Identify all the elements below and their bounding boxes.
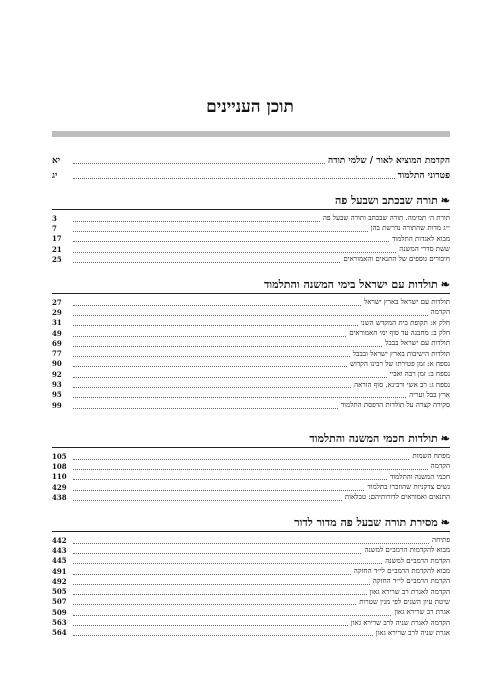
entry-label: מבוא לאגדות התלמוד <box>391 234 450 243</box>
dot-leader <box>73 305 361 306</box>
entry-label: התנאים ואמוראים לדורותיהם: טבלאות <box>344 493 450 502</box>
entry-label: י״ג מדות שהתורה נדרשת בהן <box>370 224 450 233</box>
toc-entry[interactable] <box>52 628 450 638</box>
entry-label: נספח ב: זמן רבה ואביי <box>389 370 450 379</box>
entry-page: 507 <box>52 597 67 607</box>
entry-label: חיבורים נוספים של התנאים והאמוראים <box>343 255 450 264</box>
toc-entry[interactable] <box>52 297 450 307</box>
dot-leader <box>73 543 429 544</box>
entry-page: 49 <box>52 328 62 338</box>
toc-entry[interactable] <box>52 328 450 338</box>
entry-page: 27 <box>52 297 62 307</box>
entry-page: 105 <box>52 451 67 461</box>
toc-entry[interactable] <box>52 545 450 555</box>
toc-entry[interactable] <box>52 535 450 545</box>
entry-label: תולדות הישיבות בארץ ישראל ובבבל <box>352 349 450 358</box>
dot-leader <box>73 346 382 347</box>
page-title: תוכן העניינים <box>206 97 294 117</box>
entry-label: חלק ב: מחבנה עד סוף ימי האמוראים <box>349 329 450 338</box>
entry-page: 25 <box>52 254 62 264</box>
entry-page: 31 <box>52 318 62 328</box>
toc-entry[interactable] <box>52 369 450 379</box>
entry-page: 77 <box>52 349 62 359</box>
entry-label: הקדמת הרמב״ם למשנה <box>385 556 450 565</box>
dot-leader <box>73 336 346 337</box>
toc-entry[interactable] <box>52 307 450 317</box>
toc-section <box>52 513 450 638</box>
dot-leader <box>73 387 351 388</box>
section-title: תולדות עם ישראל בימי המשנה והתלמוד <box>264 277 438 291</box>
toc-section <box>52 429 450 502</box>
toc-entry[interactable] <box>52 318 450 328</box>
toc-entry[interactable] <box>52 566 450 576</box>
entry-label: מפתח השמות <box>412 452 450 461</box>
dot-leader <box>73 366 347 367</box>
entry-label: מבוא להקדמות הרמב״ם למשנה <box>364 546 450 555</box>
toc-entry[interactable] <box>52 359 450 369</box>
dot-leader <box>73 459 409 460</box>
entry-label: תולדות עם ישראל בארץ ישראל <box>363 298 450 307</box>
section-entries <box>52 213 450 264</box>
entry-page: 17 <box>52 234 62 244</box>
dot-leader <box>73 231 368 232</box>
dot-leader <box>73 574 351 575</box>
dot-leader <box>73 615 391 616</box>
dot-leader <box>73 325 358 326</box>
toc-entry[interactable] <box>52 607 450 617</box>
toc-entry[interactable] <box>52 400 450 410</box>
dot-leader <box>73 178 395 179</box>
toc-entry[interactable] <box>52 390 450 400</box>
toc-entry[interactable] <box>52 597 450 607</box>
toc-entry[interactable] <box>52 576 450 586</box>
entry-label: מבוא להקדמת הרמב״ם לי״ד החזקה <box>353 567 450 576</box>
dot-leader <box>73 604 356 605</box>
entry-label: חלק א: תקופת בית המקדש השני <box>360 318 450 327</box>
entry-label: שיטת עיון השנים לפי מנין שטרות <box>359 597 450 606</box>
entry-page: 445 <box>52 556 67 566</box>
toc-entry[interactable] <box>52 338 450 348</box>
section-title: תורה שבכתב ושבעל פה <box>334 193 438 207</box>
dot-leader <box>73 553 361 554</box>
toc-entry[interactable] <box>52 472 450 482</box>
toc-entry[interactable] <box>52 451 450 461</box>
entry-page: 3 <box>52 213 57 223</box>
entry-page: 110 <box>52 472 67 482</box>
entry-label: הקדמת הרמב״ם לי״ד החזקה <box>372 577 450 586</box>
dot-leader <box>73 241 389 242</box>
section-title: מסירת תורה שבעל פה מדור לדור <box>294 515 438 529</box>
entry-label: אגרת רב שרירא גאון <box>394 608 450 617</box>
toc-entry[interactable] <box>52 153 450 168</box>
title-divider <box>52 131 450 137</box>
entry-label: הקדמת המוציא לאור / שלמי תודה <box>327 156 450 166</box>
entry-label: תורת ה׳ תמימה. תורה שבכתב ותורה שבעל פה <box>322 214 450 223</box>
toc-entry[interactable] <box>52 617 450 627</box>
dot-leader <box>73 635 373 636</box>
toc-entry[interactable] <box>52 348 450 358</box>
fleuron-icon: ❧ <box>440 515 450 529</box>
toc-entry[interactable] <box>52 168 450 183</box>
toc-entry[interactable] <box>52 492 450 502</box>
section-title: תולדות חכמי המשנה והתלמוד <box>309 431 438 445</box>
fleuron-icon: ❧ <box>440 277 450 291</box>
entry-page: 442 <box>52 535 67 545</box>
entry-page: יא <box>52 156 61 166</box>
toc-entry[interactable] <box>52 254 450 264</box>
toc-entry[interactable] <box>52 244 450 254</box>
entry-page: 492 <box>52 576 67 586</box>
section-heading[interactable] <box>52 191 450 210</box>
dot-leader <box>73 479 387 480</box>
dot-leader <box>73 625 348 626</box>
entry-page: 95 <box>52 390 62 400</box>
toc-section <box>52 191 450 264</box>
toc-entry[interactable] <box>52 461 450 471</box>
entry-page: 29 <box>52 307 62 317</box>
toc-entry[interactable] <box>52 213 450 223</box>
entry-label: סקירה קצרה על תולדות הדפסת התלמוד <box>340 401 450 410</box>
toc-section <box>52 275 450 410</box>
entry-page: 99 <box>52 400 62 410</box>
entry-page: 509 <box>52 607 67 617</box>
entry-page: 491 <box>52 566 67 576</box>
entry-page: 93 <box>52 380 62 390</box>
dot-leader <box>73 377 387 378</box>
entry-label: נשים צדקניות שהוזכרו בתלמוד <box>367 483 450 492</box>
entry-label: הקדמה <box>430 308 450 317</box>
dot-leader <box>73 163 325 164</box>
entry-label: הקדמה <box>430 462 450 471</box>
entry-label: חכמי המשנה והתלמוד <box>389 472 450 481</box>
entry-page: 443 <box>52 545 67 555</box>
dot-leader <box>73 490 364 491</box>
toc-entry[interactable] <box>52 482 450 492</box>
entry-page: יג <box>52 171 58 181</box>
entry-label: נספח ג: רב אשי ורבינא, סוף הוראה <box>354 380 450 389</box>
entry-page: 92 <box>52 369 62 379</box>
dot-leader <box>73 252 396 253</box>
entry-label: אגרת שניה לרב שרירא גאון <box>375 628 450 637</box>
entry-page: 429 <box>52 482 67 492</box>
entry-label: נספח א: זמן פטירתו של רבינו הקדוש <box>350 359 450 368</box>
section-entries <box>52 297 450 410</box>
entry-label: פתיחה <box>432 536 450 545</box>
entry-page: 505 <box>52 587 67 597</box>
entry-page: 21 <box>52 244 62 254</box>
dot-leader <box>73 469 428 470</box>
dot-leader <box>73 262 340 263</box>
entry-page: 108 <box>52 461 67 471</box>
dot-leader <box>73 563 382 564</box>
entry-label: תולדות עם ישראל בבבל <box>385 339 450 348</box>
dot-leader <box>73 584 370 585</box>
toc-entry[interactable] <box>52 379 450 389</box>
dot-leader <box>73 594 367 595</box>
dot-leader <box>73 500 342 501</box>
toc-entry[interactable] <box>52 556 450 566</box>
dot-leader <box>73 221 320 222</box>
fleuron-icon: ❧ <box>440 431 450 445</box>
dot-leader <box>73 356 350 357</box>
section-entries <box>52 451 450 502</box>
section-heading[interactable] <box>52 275 450 294</box>
toc-entry[interactable] <box>52 586 450 596</box>
entry-label: פטרוני התלמוד <box>397 171 450 181</box>
section-heading[interactable] <box>52 429 450 448</box>
dot-leader <box>73 397 406 398</box>
entry-page: 90 <box>52 359 62 369</box>
toc-entry[interactable] <box>52 234 450 244</box>
entry-label: הקדמה לאגרת רב שרירא גאון <box>369 587 450 596</box>
entry-page: 563 <box>52 618 67 628</box>
entry-label: ששת סדרי המשנה <box>399 245 450 254</box>
fleuron-icon: ❧ <box>440 193 450 207</box>
entry-label: ארץ בבל ועריה <box>409 390 450 399</box>
section-heading[interactable] <box>52 513 450 532</box>
dot-leader <box>73 408 338 409</box>
entry-page: 438 <box>52 492 67 502</box>
intro-list <box>52 153 450 183</box>
entry-page: 7 <box>52 223 57 233</box>
section-entries <box>52 535 450 638</box>
entry-page: 69 <box>52 338 62 348</box>
toc-entry[interactable] <box>52 223 450 233</box>
dot-leader <box>73 315 428 316</box>
entry-label: הקדמה לאגרת שניה לרב שרירא גאון <box>350 618 450 627</box>
entry-page: 564 <box>52 628 67 638</box>
